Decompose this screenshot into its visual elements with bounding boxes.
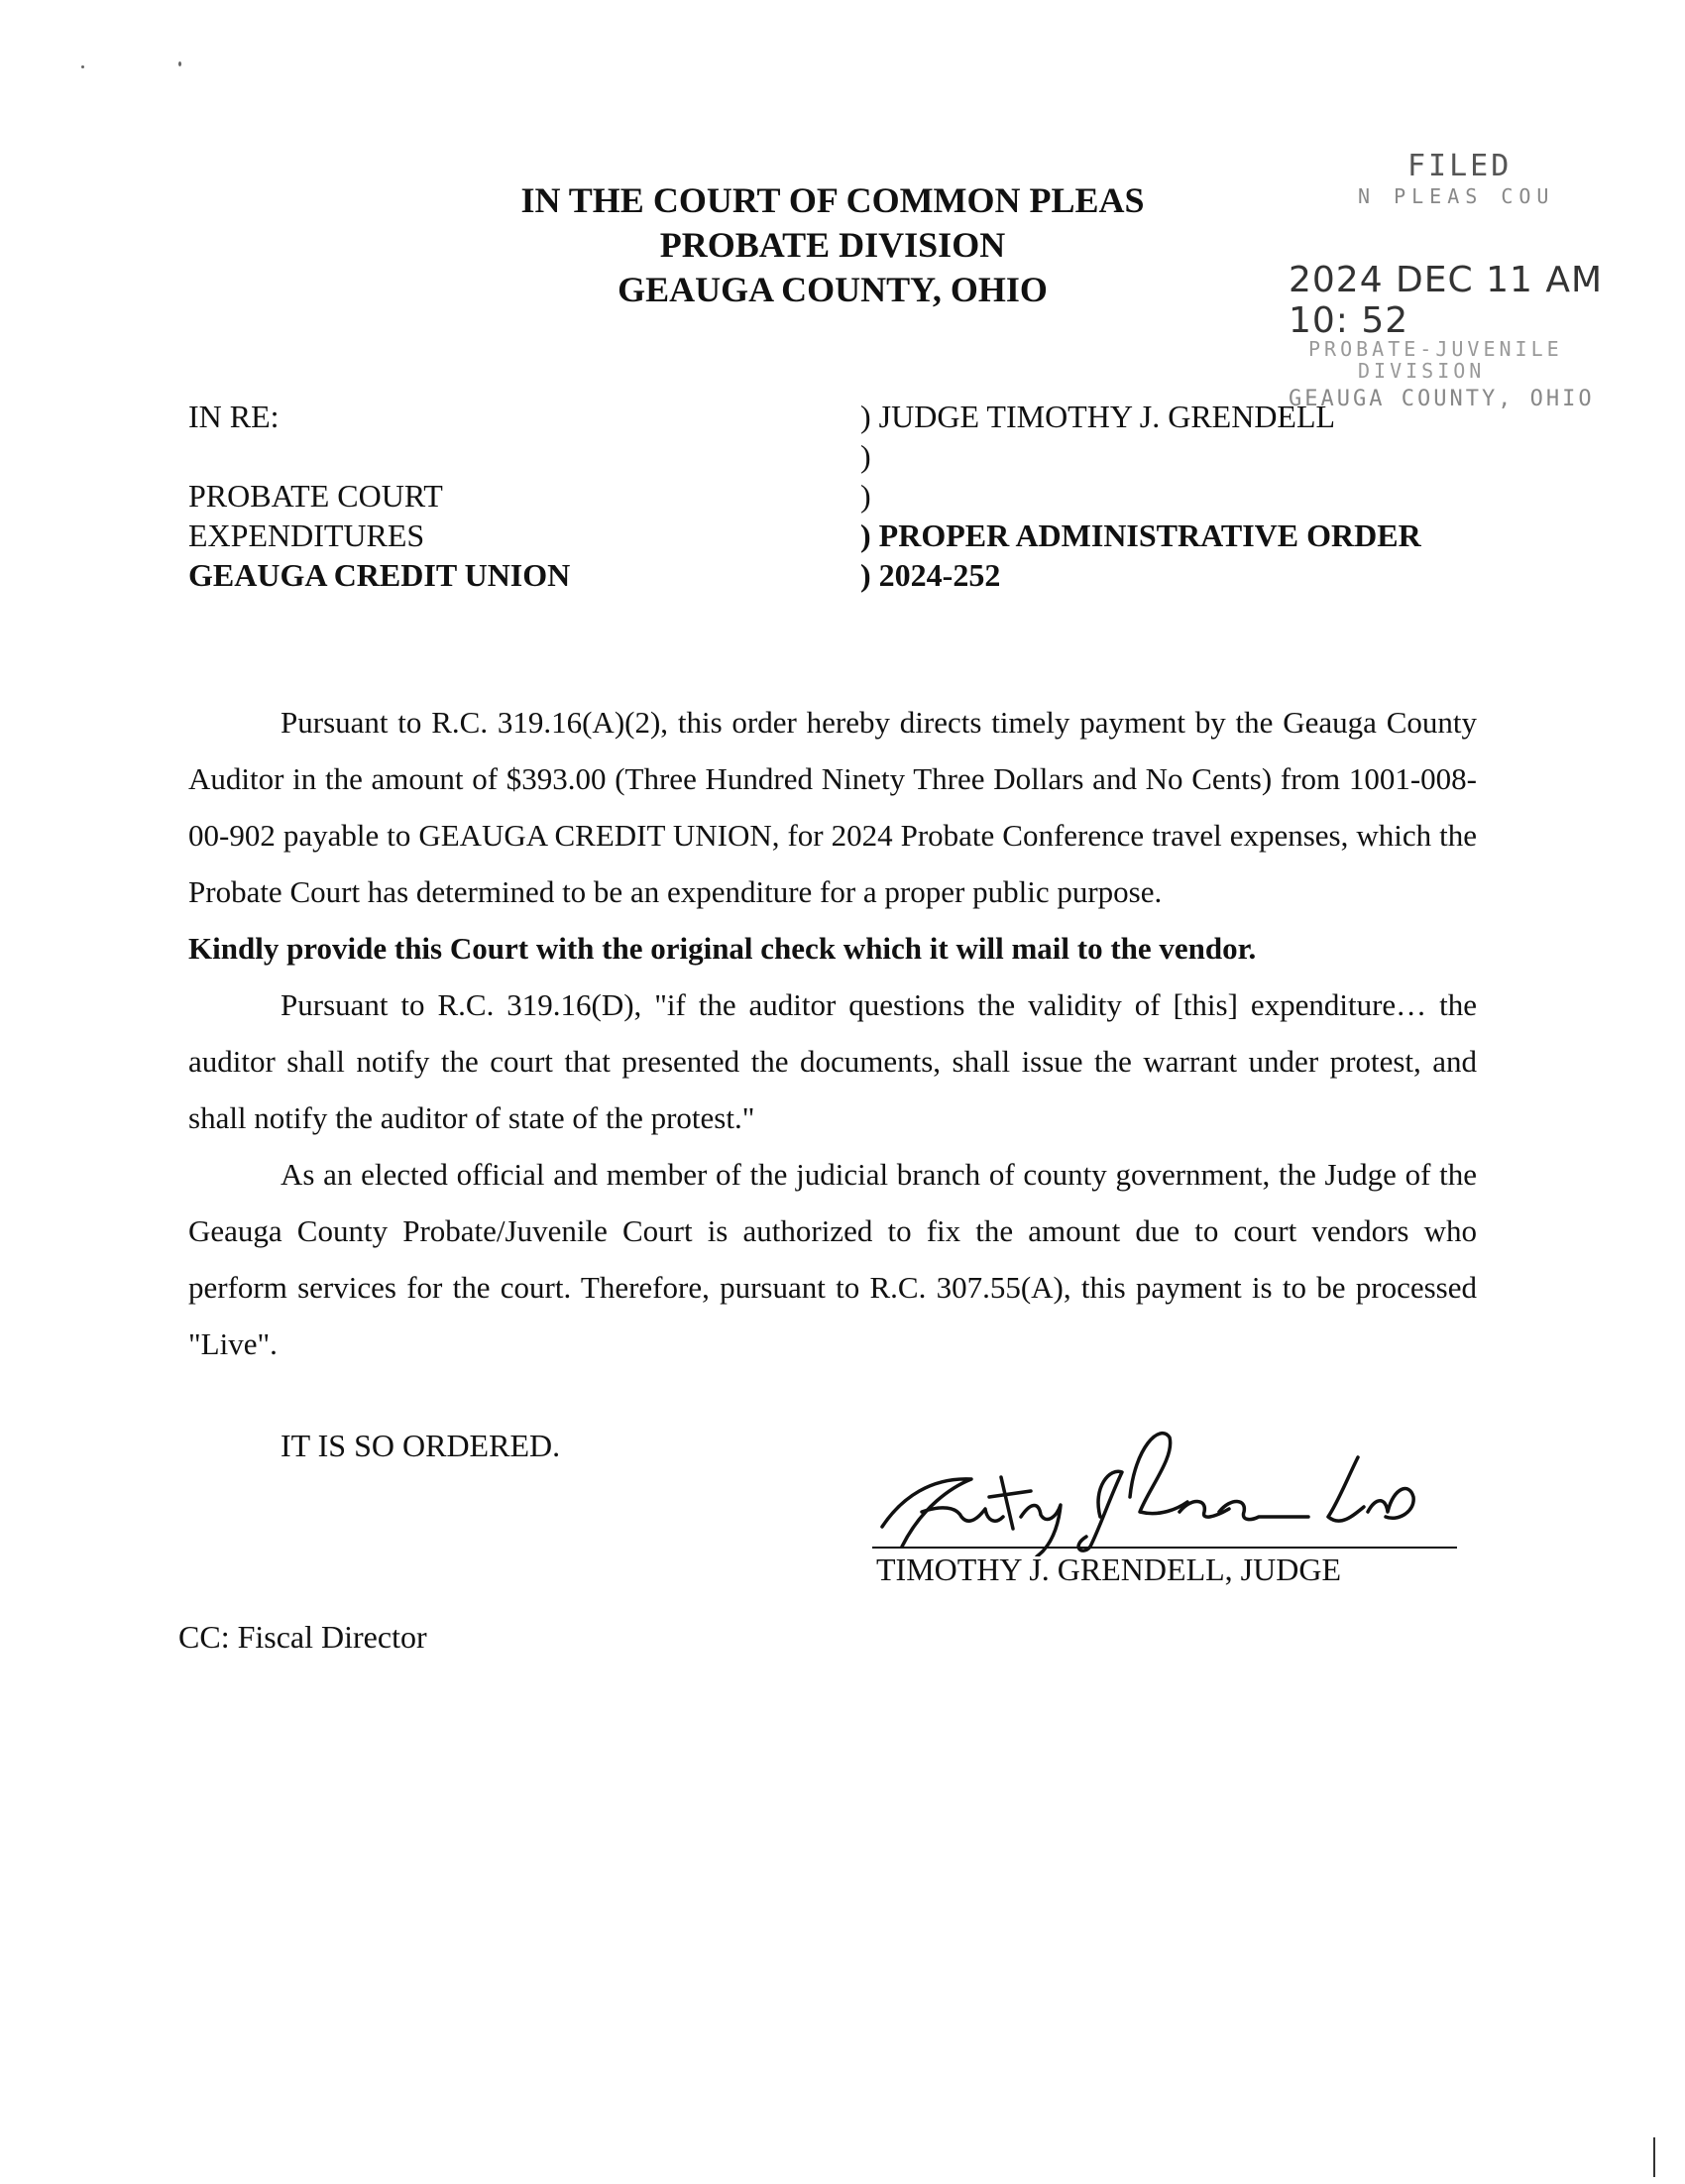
caption-paren: ): [860, 478, 871, 514]
judge-line: ) JUDGE TIMOTHY J. GRENDELL: [860, 399, 1336, 434]
cc-line: CC: Fiscal Director: [178, 1619, 427, 1655]
stamp-date: 2024 DEC 11 AM 10: 52: [1289, 260, 1604, 341]
court-heading-line3: GEAUGA COUNTY, OHIO: [618, 270, 1048, 309]
order-title: ) PROPER ADMINISTRATIVE ORDER: [860, 517, 1421, 553]
order-body: [188, 694, 1477, 1372]
court-heading: [327, 178, 1338, 312]
paragraph-check-request: Kindly provide this Court with the original check which it will mail to the vendor.: [188, 931, 1257, 966]
case-caption-left: [188, 397, 570, 595]
matter-line3: GEAUGA CREDIT UNION: [188, 557, 571, 593]
judge-signature: [862, 1418, 1467, 1556]
stamp-pleas: N PLEAS COU: [1358, 184, 1555, 208]
order-number: ) 2024-252: [860, 557, 1001, 593]
stamp-division: DIVISION: [1358, 359, 1486, 383]
stamp-filed: FILED: [1407, 149, 1513, 183]
court-heading-line1: IN THE COURT OF COMMON PLEAS: [520, 180, 1145, 220]
case-caption-right: [860, 397, 1421, 595]
signature-line: [872, 1547, 1457, 1549]
stamp-probate: PROBATE-JUVENILE: [1308, 337, 1563, 361]
court-heading-line2: PROBATE DIVISION: [659, 225, 1006, 265]
in-re-label: IN RE:: [188, 399, 280, 434]
signature-name: TIMOTHY J. GRENDELL, JUDGE: [876, 1552, 1341, 1587]
matter-line1: PROBATE COURT: [188, 478, 443, 514]
it-is-so-ordered: IT IS SO ORDERED.: [281, 1428, 561, 1463]
paragraph-payment: Pursuant to R.C. 319.16(A)(2), this order hereby directs timely payment by the Geauga County Auditor in the amount of $393.00 (Three Hundred Ninety Three Dollars and No Cents) from 1001-008-00-902 payable to GEAUGA CREDIT UNION, for 2024 Probate Conference travel expenses, which the Probate Court has determined to be an expenditure for a proper public purpose.: [188, 705, 1477, 909]
matter-line2: EXPENDITURES: [188, 517, 425, 553]
paragraph-auditor: Pursuant to R.C. 319.16(D), "if the auditor questions the validity of [this] expenditure… the auditor shall notify the court that presented the documents, shall issue the warrant under protest, and shall notify the auditor of state of the protest.": [188, 987, 1477, 1135]
paragraph-authority: As an elected official and member of the judicial branch of county government, the Judge of the Geauga County Probate/Juvenile Court is authorized to fix the amount due to court vendors who perform services for the court. Therefore, pursuant to R.C. 307.55(A), this payment is to be processed "Live".: [188, 1157, 1477, 1361]
caption-paren: ): [860, 438, 871, 474]
scan-speck: [178, 61, 181, 66]
stamp-county: GEAUGA COUNTY, OHIO: [1289, 387, 1595, 411]
scan-edge-mark: [1653, 2137, 1655, 2177]
filed-stamp: [1269, 149, 1616, 436]
scan-speck: [81, 65, 84, 68]
